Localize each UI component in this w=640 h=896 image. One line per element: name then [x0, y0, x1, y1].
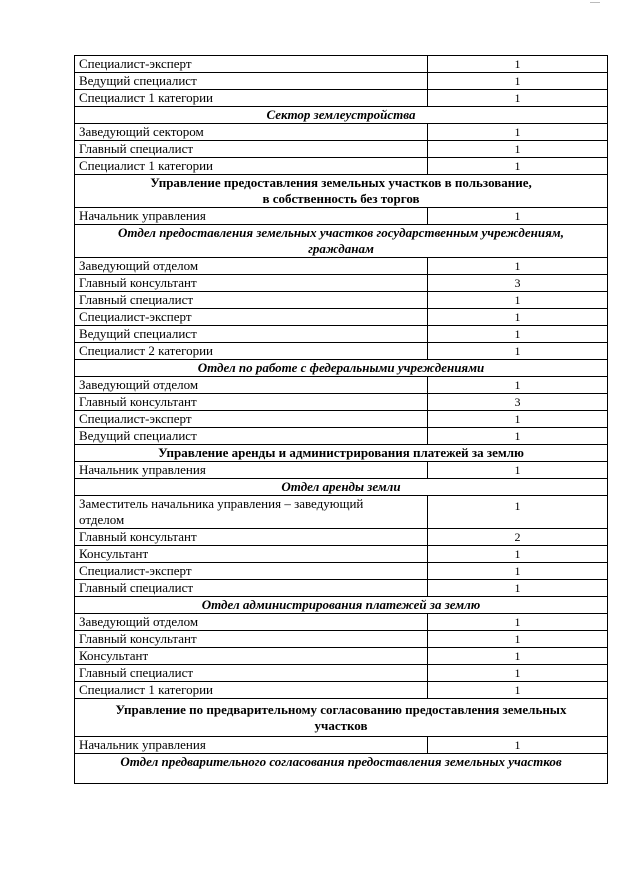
- position-name: [75, 411, 428, 428]
- directorate-title: [75, 699, 608, 737]
- position-name-text: Консультант: [79, 546, 149, 561]
- position-name: [75, 73, 428, 90]
- position-count: 3: [428, 275, 608, 292]
- position-name: [75, 275, 428, 292]
- position-row: [75, 614, 608, 631]
- position-count: 1: [428, 309, 608, 326]
- position-name-text: Главный специалист: [79, 292, 194, 307]
- position-name: [75, 343, 428, 360]
- position-name: [75, 462, 428, 479]
- position-name: [75, 56, 428, 73]
- staffing-table: [74, 55, 608, 784]
- position-count: 1: [428, 563, 608, 580]
- position-count: 1: [428, 580, 608, 597]
- position-name-text: Начальник управления: [79, 208, 206, 223]
- position-count: 1: [428, 292, 608, 309]
- position-name: [75, 309, 428, 326]
- section-title-text: Отдел по работе с федеральными учреждениями: [197, 360, 485, 375]
- position-count: 1: [428, 377, 608, 394]
- position-name-text: Начальник управления: [79, 462, 206, 477]
- position-count: 1: [428, 631, 608, 648]
- position-count: 1: [428, 462, 608, 479]
- department-header-row: [75, 597, 608, 614]
- directorate-header-row: [75, 699, 608, 737]
- position-name-text: Заведующий сектором: [79, 124, 204, 139]
- position-row: [75, 648, 608, 665]
- department-title: [75, 225, 608, 258]
- position-row: [75, 394, 608, 411]
- position-name-text: Главный консультант: [79, 394, 197, 409]
- position-count: 1: [428, 428, 608, 445]
- position-name-text: Ведущий специалист: [79, 73, 197, 88]
- position-count: 1: [428, 208, 608, 225]
- position-row: [75, 665, 608, 682]
- position-row: [75, 563, 608, 580]
- position-count: 1: [428, 326, 608, 343]
- position-name-text: Консультант: [79, 648, 149, 663]
- position-name-text: Начальник управления: [79, 737, 206, 752]
- position-name-text: Заведующий отделом: [79, 258, 199, 273]
- position-row: [75, 580, 608, 597]
- position-name: [75, 141, 428, 158]
- department-title: [75, 479, 608, 496]
- position-count: 1: [428, 546, 608, 563]
- position-name-text: Специалист-эксперт: [79, 56, 192, 71]
- position-name: [75, 737, 428, 754]
- directorate-title: [75, 175, 608, 208]
- directorate-title: [75, 445, 608, 462]
- scan-mark: [590, 2, 600, 4]
- position-name-text: Заместитель начальника управления – заведующий: [79, 496, 364, 511]
- position-row: [75, 682, 608, 699]
- position-row: [75, 496, 608, 529]
- position-name: [75, 682, 428, 699]
- position-row: [75, 377, 608, 394]
- department-header-row: [75, 107, 608, 124]
- section-title-text: Отдел администрирования платежей за землю: [201, 597, 481, 612]
- position-row: [75, 631, 608, 648]
- section-title-text: Управление по предварительному согласованию предоставления земельных: [115, 701, 567, 717]
- position-name-text: Главный специалист: [79, 665, 194, 680]
- position-count: 1: [428, 614, 608, 631]
- position-name: [75, 580, 428, 597]
- position-name-text: Главный консультант: [79, 631, 197, 646]
- position-count: 2: [428, 529, 608, 546]
- position-row: [75, 292, 608, 309]
- section-title-text: Управление аренды и администрирования платежей за землю: [158, 445, 524, 460]
- position-row: [75, 258, 608, 275]
- position-name-text-line2: отделом: [79, 512, 125, 527]
- position-row: [75, 546, 608, 563]
- position-name: [75, 529, 428, 546]
- department-header-row: [75, 225, 608, 258]
- position-count: 1: [428, 496, 608, 529]
- section-title-text-line2: в собственность без торгов: [262, 191, 420, 206]
- section-title-text-line2: участков: [314, 717, 368, 733]
- department-header-row: [75, 360, 608, 377]
- position-name: [75, 377, 428, 394]
- directorate-header-row: [75, 175, 608, 208]
- position-row: [75, 208, 608, 225]
- position-name: [75, 428, 428, 445]
- directorate-header-row: [75, 445, 608, 462]
- position-name: [75, 326, 428, 343]
- department-header-row: [75, 754, 608, 784]
- position-row: [75, 90, 608, 107]
- position-row: [75, 462, 608, 479]
- position-count: 1: [428, 158, 608, 175]
- department-title: [75, 597, 608, 614]
- section-title-text: Отдел предоставления земельных участков государственным учреждениям,: [118, 225, 564, 240]
- position-name-text: Ведущий специалист: [79, 326, 197, 341]
- section-title-text: Отдел аренды земли: [281, 479, 401, 494]
- position-count: 1: [428, 124, 608, 141]
- position-name: [75, 124, 428, 141]
- position-count: 3: [428, 394, 608, 411]
- position-name-text: Специалист 1 категории: [79, 158, 214, 173]
- position-name-text: Заведующий отделом: [79, 377, 199, 392]
- position-name-text: Специалист 1 категории: [79, 682, 214, 697]
- position-row: [75, 275, 608, 292]
- section-title-text: Управление предоставления земельных участков в пользование,: [150, 175, 532, 190]
- position-name: [75, 90, 428, 107]
- position-row: [75, 411, 608, 428]
- position-name: [75, 665, 428, 682]
- position-name-text: Специалист 2 категории: [79, 343, 214, 358]
- position-name-text: Специалист-эксперт: [79, 309, 192, 324]
- position-name: [75, 292, 428, 309]
- position-name: [75, 394, 428, 411]
- position-name-text: Специалист 1 категории: [79, 90, 214, 105]
- position-name-text: Специалист-эксперт: [79, 411, 192, 426]
- position-row: [75, 124, 608, 141]
- position-count: 1: [428, 56, 608, 73]
- position-row: [75, 141, 608, 158]
- position-row: [75, 529, 608, 546]
- position-row: [75, 73, 608, 90]
- position-name: [75, 631, 428, 648]
- position-row: [75, 309, 608, 326]
- position-name: [75, 546, 428, 563]
- position-count: 1: [428, 648, 608, 665]
- department-title: [75, 360, 608, 377]
- section-title-text: Отдел предварительного согласования предоставления земельных участков: [120, 754, 562, 769]
- position-row: [75, 56, 608, 73]
- position-row: [75, 326, 608, 343]
- section-title-text-line2: гражданам: [308, 241, 374, 256]
- department-header-row: [75, 479, 608, 496]
- position-name: [75, 208, 428, 225]
- position-name-text: Заведующий отделом: [79, 614, 199, 629]
- position-name: [75, 158, 428, 175]
- position-name: [75, 258, 428, 275]
- position-name: [75, 614, 428, 631]
- department-title: [75, 107, 608, 124]
- position-row: [75, 428, 608, 445]
- position-name: [75, 648, 428, 665]
- position-name-text: Главный консультант: [79, 529, 197, 544]
- position-name: [75, 496, 428, 529]
- position-name-text: Главный специалист: [79, 141, 194, 156]
- position-name-text: Ведущий специалист: [79, 428, 197, 443]
- staffing-table-body: [75, 56, 608, 784]
- position-name: [75, 563, 428, 580]
- position-count: 1: [428, 343, 608, 360]
- position-count: 1: [428, 141, 608, 158]
- position-row: [75, 737, 608, 754]
- position-count: 1: [428, 73, 608, 90]
- position-count: 1: [428, 411, 608, 428]
- position-count: 1: [428, 665, 608, 682]
- position-row: [75, 343, 608, 360]
- position-row: [75, 158, 608, 175]
- position-name-text: Специалист-эксперт: [79, 563, 192, 578]
- position-count: 1: [428, 258, 608, 275]
- position-count: 1: [428, 737, 608, 754]
- department-title: [75, 754, 608, 784]
- position-count: 1: [428, 682, 608, 699]
- section-title-text: Сектор землеустройства: [266, 107, 416, 122]
- position-name-text: Главный специалист: [79, 580, 194, 595]
- position-count: 1: [428, 90, 608, 107]
- position-name-text: Главный консультант: [79, 275, 197, 290]
